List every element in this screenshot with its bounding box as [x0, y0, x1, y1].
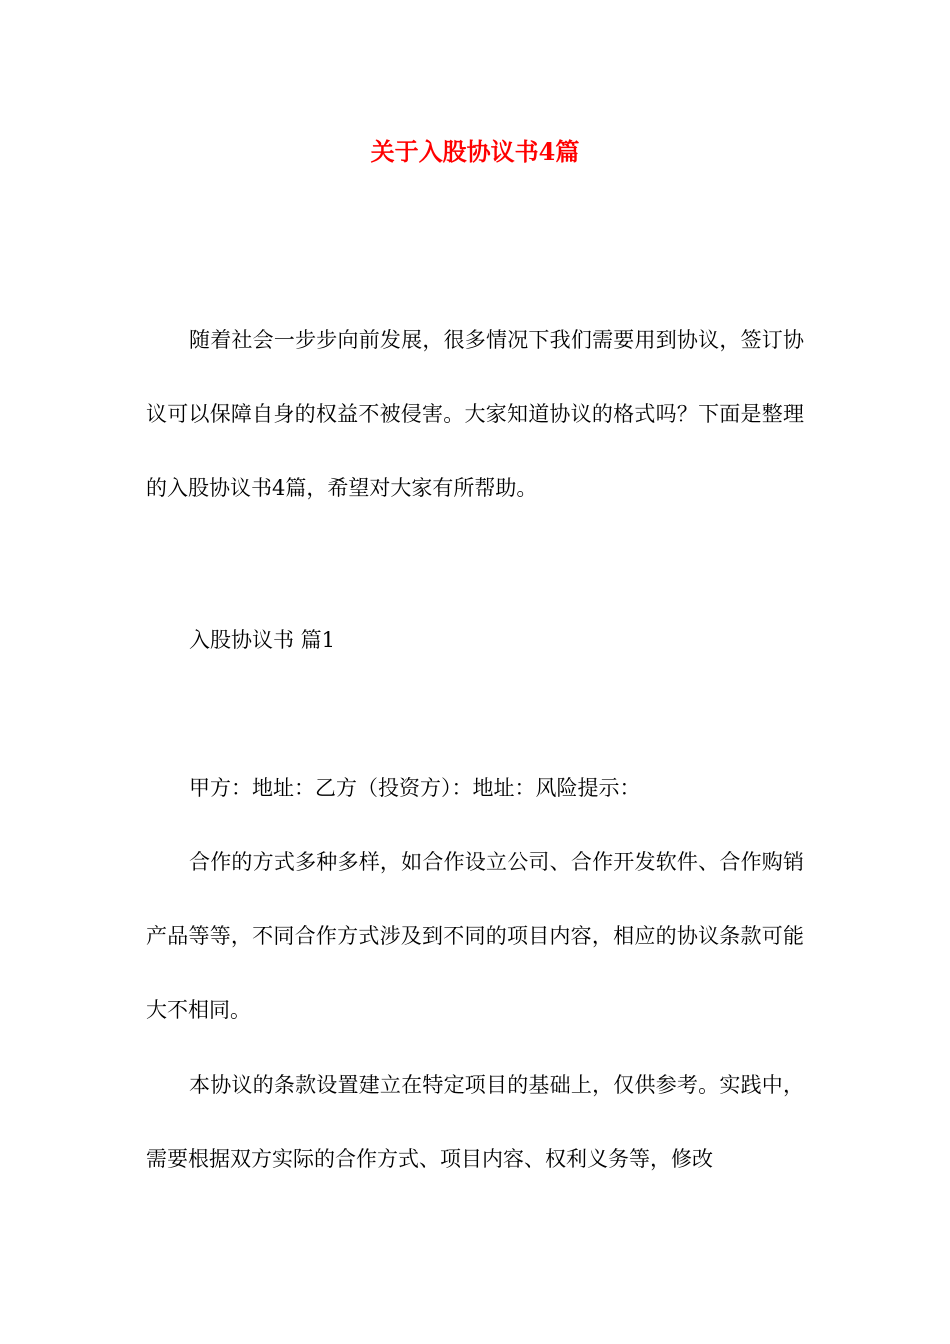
parties-line: 甲方：地址：乙方（投资方）：地址：风险提示：	[189, 776, 641, 800]
section-heading: 入股协议书 篇1	[189, 628, 336, 652]
document-title: 关于入股协议书4篇	[370, 137, 580, 166]
cooperation-paragraph: 合作的方式多种多样，如合作设立公司、合作开发软件、合作购销产品等等，不同合作方式涉及到不同的项目内容，相应的协议条款可能大不相同。	[146, 850, 804, 1022]
intro-paragraph: 随着社会一步步向前发展，很多情况下我们需要用到协议，签订协议可以保障自身的权益不被侵害。大家知道协议的格式吗？下面是整理的入股协议书4篇，希望对大家有所帮助。	[146, 328, 804, 500]
reference-paragraph: 本协议的条款设置建立在特定项目的基础上，仅供参考。实践中，需要根据双方实际的合作方式、项目内容、权利义务等，修改	[146, 1073, 804, 1171]
